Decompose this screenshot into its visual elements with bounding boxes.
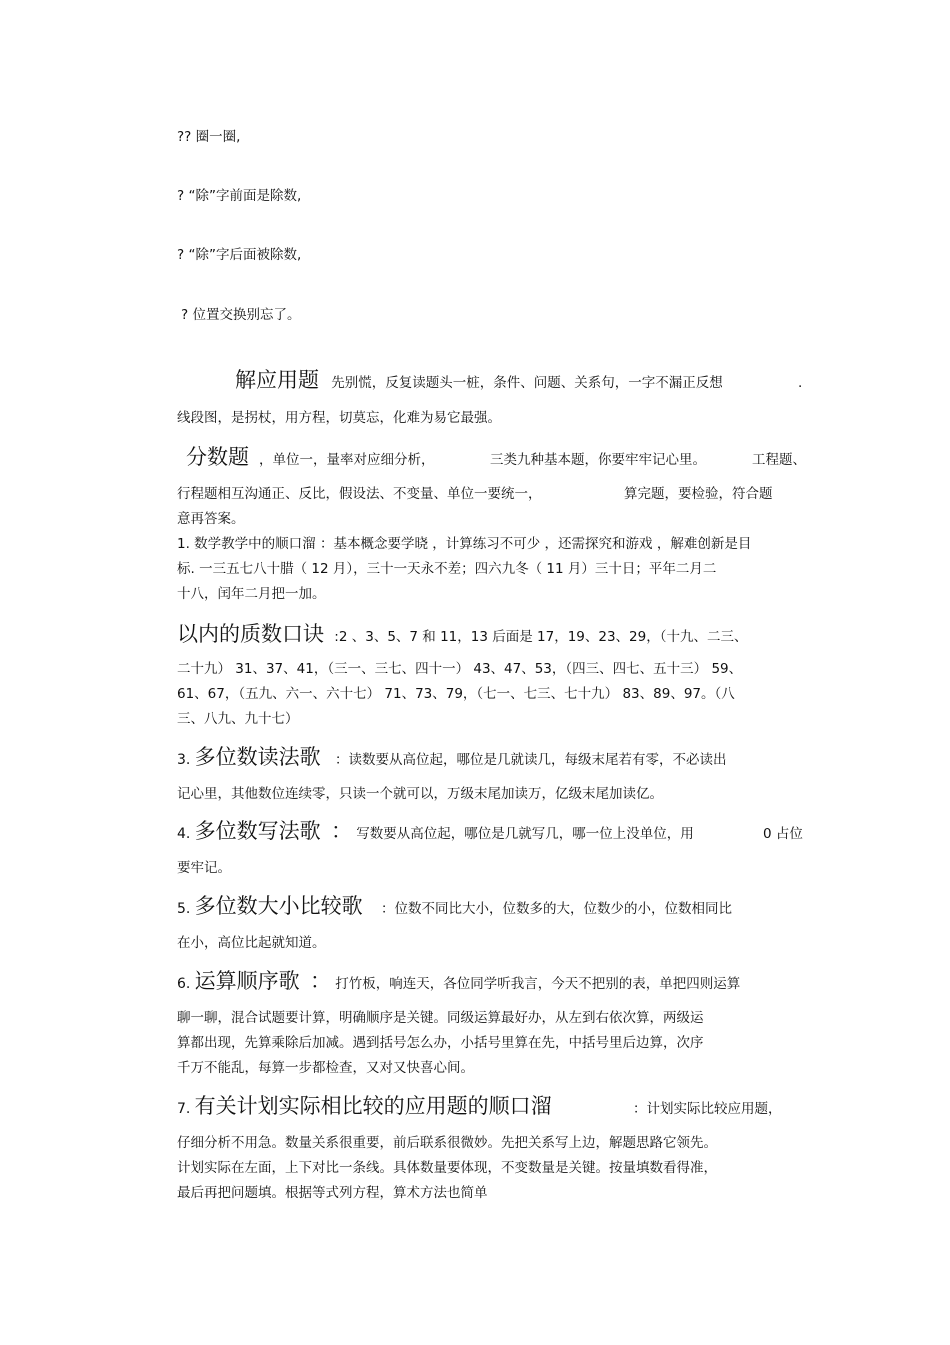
section-6-number: 6.: [177, 976, 191, 992]
app-problem-dot: .: [798, 375, 803, 391]
prime-text-3: 61、67，（五九、六一、六十七） 71、73、79，（七一、七三、七十九） 83、89、97。（八: [177, 686, 735, 702]
fraction-seg-2: 三类九种基本题，你要牢牢记心里。: [490, 452, 706, 468]
section-3-line-1: [177, 743, 726, 774]
section-1-line-2: 标. 一三五七八十腊（ 12 月），三十一天永不差；四六九冬（ 11 月）三十日；平年二月二: [177, 561, 717, 577]
section-7-number: 7.: [177, 1101, 191, 1117]
section-4-title: 多位数写法歌: [194, 819, 321, 843]
section-6-text-1: 打竹板，响连天，各位同学听我言，今天不把别的表，单把四则运算: [335, 976, 741, 992]
prime-line-1: [177, 620, 747, 651]
section-6-text-4: 千万不能乱，每算一步都检查，又对又快喜心间。: [177, 1060, 474, 1076]
fraction-seg-1: ，单位一，量率对应细分析，: [259, 452, 435, 468]
rhyme-line-2: ? “除”字前面是除数,: [177, 188, 302, 204]
fraction-line-1: [186, 443, 249, 474]
section-4-text-1a: 写数要从高位起，哪位是几就写几，哪一位上没单位，用: [356, 826, 694, 842]
fraction-title: 分数题: [186, 445, 249, 469]
section-4-line-1: [177, 817, 694, 848]
fraction-seg-3: 工程题、: [752, 452, 806, 468]
section-1-line-3: 十八，闰年二月把一加。: [177, 586, 326, 602]
section-5-title: 多位数大小比较歌: [194, 894, 363, 918]
rhyme-line-3: ? “除”字后面被除数,: [177, 247, 302, 263]
section-5-line-1: [177, 892, 732, 923]
section-4-colon: ：: [330, 819, 352, 843]
section-4-number: 4.: [177, 826, 191, 842]
fraction-text-2a: 行程题相互沟通正、反比，假设法、不变量、单位一要统一，: [177, 486, 542, 502]
section-7-text-4: 最后再把问题填。根据等式列方程，算术方法也简单: [177, 1185, 488, 1201]
section-3-text-1: ：读数要从高位起，哪位是几就读几，每级末尾若有零，不必读出: [334, 752, 727, 768]
prime-text-2: 二十九） 31、37、41，（三一、三七、四十一） 43、47、53，（四三、四七、五十三） 59、: [177, 661, 743, 677]
section-7-text-1: ：计划实际比较应用题，: [633, 1101, 782, 1117]
section-6-title: 运算顺序歌: [194, 969, 300, 993]
section-5-number: 5.: [177, 901, 191, 917]
section-4-text-2: 要牢记。: [177, 860, 231, 876]
section-7-text-3: 计划实际在左面，上下对比一条线。具体数量要体现，不变数量是关键。按量填数看得准，: [177, 1160, 717, 1176]
app-problem-line-1: [235, 366, 723, 397]
section-7-title: 有关计划实际相比较的应用题的顺口溜: [194, 1094, 552, 1118]
app-problem-text-2: 线段图，是拐杖，用方程，切莫忘，化难为易它最强。: [177, 410, 501, 426]
section-7-text-2: 仔细分析不用急。数量关系很重要，前后联系很微妙。先把关系写上边，解题思路它领先。: [177, 1135, 717, 1151]
app-problem-title: 解应用题: [235, 368, 319, 392]
section-6-text-3: 算都出现，先算乘除后加减。遇到括号怎么办，小括号里算在先，中括号里后边算，次序: [177, 1035, 704, 1051]
section-5-text-1: ：位数不同比大小，位数多的大，位数少的小，位数相同比: [380, 901, 732, 917]
prime-text-1: :2 、3、5、7 和 11，13 后面是 17，19、23、29，（十九、二三、: [334, 629, 748, 645]
section-4-text-1b: 0 占位: [763, 826, 803, 842]
section-7-line-1: [177, 1092, 552, 1123]
section-3-number: 3.: [177, 752, 191, 768]
fraction-text-2b: 算完题，要检验，符合题: [624, 486, 773, 502]
section-3-title: 多位数读法歌: [194, 745, 321, 769]
section-5-text-2: 在小，高位比起就知道。: [177, 935, 326, 951]
fraction-text-3: 意再答案。: [177, 511, 245, 527]
app-problem-text-1: 先别慌，反复读题头一桩，条件、问题、关系句，一字不漏正反想: [331, 375, 723, 391]
section-6-line-1: [177, 967, 740, 998]
prime-text-4: 三、八九、九十七）: [177, 711, 299, 727]
prime-title: 以内的质数口诀: [177, 622, 324, 646]
section-1-line-1: 1. 数学教学中的顺口溜 ：基本概念要学晓 ，计算练习不可少 ，还需探究和游戏 ，解难创新是目: [177, 536, 752, 552]
section-3-text-2: 记心里，其他数位连续零，只读一个就可以，万级末尾加读万，亿级末尾加读亿。: [177, 786, 663, 802]
section-6-colon: ：: [309, 969, 331, 993]
rhyme-line-4: ? 位置交换别忘了。: [181, 307, 301, 323]
section-6-text-2: 聊一聊，混合试题要计算，明确顺序是关键。同级运算最好办，从左到右依次算，两级运: [177, 1010, 704, 1026]
rhyme-line-1: ?? 圈一圈,: [177, 129, 241, 145]
